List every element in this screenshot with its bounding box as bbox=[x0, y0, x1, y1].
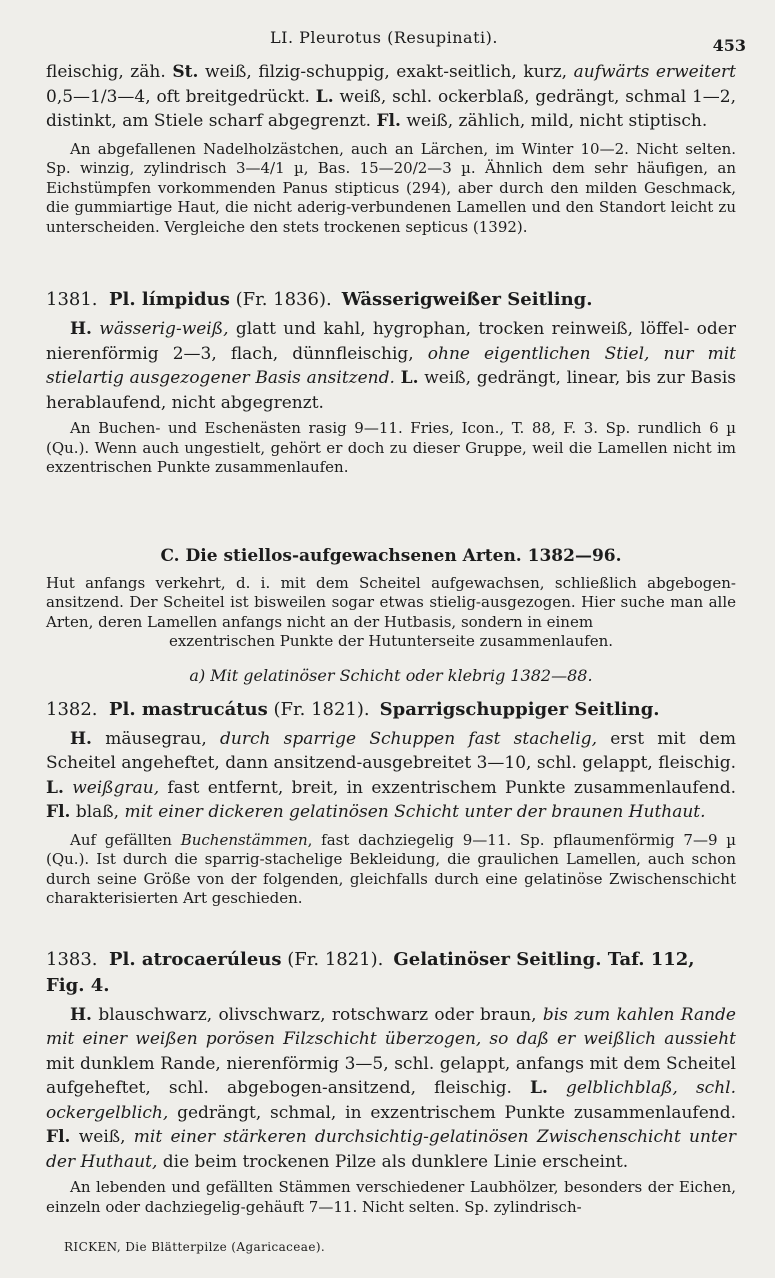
page-header bbox=[46, 26, 746, 60]
book-page bbox=[46, 26, 746, 1217]
subsection-heading: a) Mit gelatinöser Schicht oder klebrig 1382—88. bbox=[189, 665, 593, 685]
entry-description-1382: H. mäusegrau, durch sparrige Schuppen fast stachelig, erst mit dem Scheitel angeheftet, dann ansitzend-ausgebreitet 3—10, schl. gelappt, fleischig. L. weißgrau, fast entfernt, breit, in exzentrischem Punkte zusammenlaufend. Fl. blaß, mit einer dickeren gelatinösen Schicht unter der braunen Huthaut. bbox=[46, 728, 737, 822]
entry-heading-1382: 1382. Pl. mastrucátus (Fr. 1821). Sparrigschuppiger Seitling. bbox=[46, 698, 660, 720]
continuation-notes: An abgefallenen Nadelholzästchen, auch an Lärchen, im Winter 10—2. Nicht selten. Sp. winzig, zylindrisch 3—4/1 µ, Bas. 15—20/2—3 µ. Ähnlich dem sehr häufigen, an Eichstümpfen vorkommenden Panus stipticus (294), aber durch den milden Geschmack, die gummiartige Haut, die nicht aderig-verbundenen Lamellen und den Standort leicht zu unterscheiden. Vergleiche den stets trockenen septicus (1392). bbox=[46, 139, 736, 236]
entry-notes-1383: An lebenden und gefällten Stämmen verschiedener Laubhölzer, besonders der Eichen, einzeln oder dachziegelig-gehäuft 7—11. Nicht selten. Sp. zylindrisch- bbox=[46, 1178, 736, 1216]
entry-heading-1381: 1381. Pl. límpidus (Fr. 1836). Wässerigweißer Seitling. bbox=[46, 289, 593, 310]
continuation-description: fleischig, zäh. St. weiß, filzig-schuppig, exakt-seitlich, kurz, aufwärts erweitert 0,5—1/3—4, oft breitgedrückt. L. weiß, schl. ockerblaß, gedrängt, schmal 1—2, distinkt, am Stiele scharf abgegrenzt. Fl. weiß, zählich, mild, nicht stiptisch. bbox=[46, 62, 737, 131]
entry-notes-1381: An Buchen- und Eschenästen rasig 9—11. Fries, Icon., T. 88, F. 3. Sp. rundlich 6 µ (Qu.). Wenn auch ungestielt, gehört er doch zu dieser Gruppe, weil die Lamellen nicht im exzentrischen Punkte zusammenlaufen. bbox=[46, 419, 736, 476]
section-text: Hut anfangs verkehrt, d. i. mit dem Scheitel aufgewachsen, schließlich abgebogen-ansitzend. Der Scheitel ist bisweilen sogar etwas stielig-ausgezogen. Hier suche man alle Arten, deren Lamellen anfangs nicht an der Hutbasis, sondern in einem exzentrischen Punkte der Hutunterseite zusammenlaufen. bbox=[46, 573, 736, 650]
page-footer: RICKEN, Die Blätterpilze (Agaricaceae). bbox=[64, 1240, 326, 1254]
entry-description-1383: H. blauschwarz, olivschwarz, rotschwarz oder braun, bis zum kahlen Rande mit einer weißen porösen Filzschicht überzogen, so daß er weißlich aussieht mit dunklem Rande, nierenförmig 3—5, schl. gelappt, anfangs mit dem Scheitel aufgeheftet, schl. abgebogen-ansitzend, fleischig. L. gelblichblaß, schl. ockergelblich, gedrängt, schmal, in exzentrischem Punkte zusammenlaufend. Fl. weiß, mit einer stärkeren durchsichtig-gelatinösen Zwischenschicht unter der Huthaut, die beim trockenen Pilze als dunklere Linie erscheint. bbox=[46, 1004, 736, 1172]
entry-description-1381: H. wässerig-weiß, glatt und kahl, hygrophan, trocken reinweiß, löffel- oder nierenförmig 2—3, flach, dünnfleischig, ohne eigentlichen Stiel, nur mit stielartig ausgezogener Basis ansitzend. L. weiß, gedrängt, linear, bis zur Basis herablaufend, nicht abgegrenzt. bbox=[46, 319, 737, 413]
entry-notes-1382: Auf gefällten Buchenstämmen, fast dachziegelig 9—11. Sp. pflaumenförmig 7—9 µ (Qu.). Ist durch die sparrig-stachelige Bekleidung, die graulichen Lamellen, auch schon durch seine Größe von der folgenden, gleichfalls durch eine gelatinöse Zwischenschicht charakterisierten Art geschieden. bbox=[46, 830, 737, 907]
page-number: 453 bbox=[712, 36, 746, 55]
section-heading: C. Die stiellos-aufgewachsenen Arten. 1382—96. bbox=[160, 545, 622, 566]
running-title: LI. Pleurotus (Resupinati). bbox=[270, 28, 498, 47]
entry-heading-1383: 1383. Pl. atrocaerúleus (Fr. 1821). Gelatinöser Seitling. Taf. 112, Fig. 4. bbox=[46, 948, 695, 996]
